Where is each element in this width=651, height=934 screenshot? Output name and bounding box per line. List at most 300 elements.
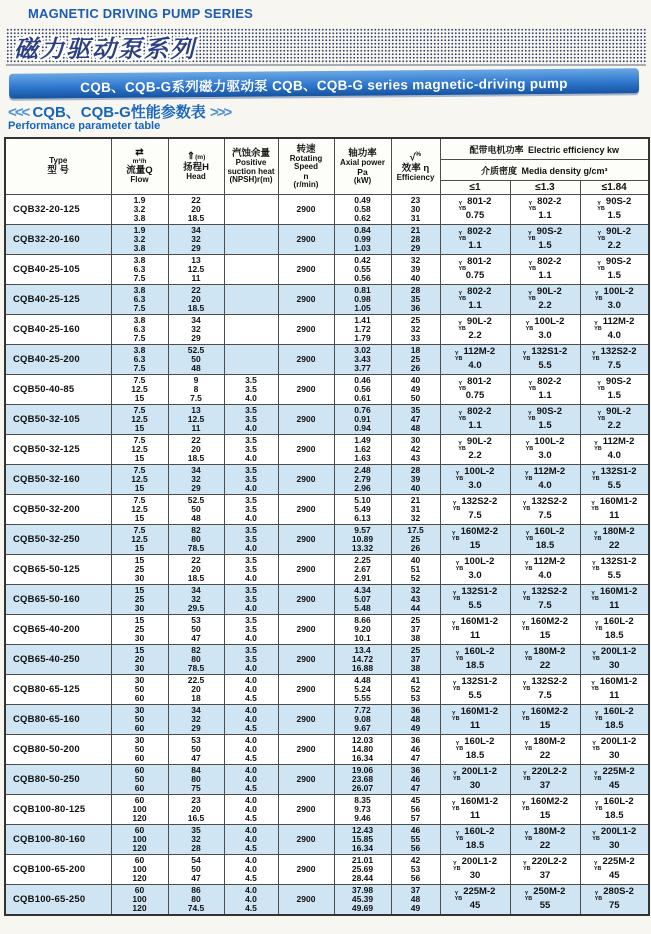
cell-motor: Y YB 220L2-2 37	[510, 855, 580, 885]
pump-row	[5, 675, 649, 705]
col-header-type	[5, 138, 111, 195]
cell-npsh: 3.5 3.5 4.0	[224, 615, 278, 645]
cell-motor: Y YB 132S1-2 5.5	[580, 465, 649, 495]
cell-motor: Y YB 802-2 1.1	[440, 285, 510, 315]
pump-row	[5, 825, 649, 855]
cell-eff: 25 37 38	[391, 615, 440, 645]
pump-row	[5, 525, 649, 555]
cell-speed: 2900	[278, 435, 334, 465]
cell-speed: 2900	[278, 375, 334, 405]
cell-eff: 28 39 40	[391, 465, 440, 495]
motor-prefix: Y YB	[591, 681, 599, 693]
cell-eff: 21 28 29	[391, 225, 440, 255]
pump-row	[5, 735, 649, 765]
pump-row	[5, 765, 649, 795]
motor-prefix: Y YB	[522, 501, 531, 513]
pump-row	[5, 345, 649, 375]
cell-power: 21.01 25.69 28.44	[334, 855, 391, 885]
cell-flow: 15 25 30	[111, 555, 168, 585]
cell-head: 35 32 28	[168, 825, 224, 855]
pump-type: CQB80-50-200	[5, 735, 111, 765]
pump-table-body	[5, 195, 649, 916]
efficiency-label-zh: 效率 η	[401, 163, 430, 175]
density-label-en: Media density g/cm³	[521, 166, 608, 176]
flow-unit: m³/h	[132, 158, 147, 166]
cell-motor: Y YB 160L-2 18.5	[580, 705, 649, 735]
motor-prefix: Y YB	[597, 411, 606, 423]
pump-type: CQB50-32-250	[5, 525, 111, 555]
pump-type: CQB40-25-125	[5, 285, 111, 315]
cell-eff: 36 46 47	[391, 735, 440, 765]
motor-prefix: Y YB	[458, 441, 466, 453]
cell-npsh: 3.5 3.5 4.0	[224, 555, 278, 585]
chevrons-right-icon: >>>	[209, 104, 231, 121]
motor-prefix: Y YB	[455, 741, 464, 753]
cell-speed: 2900	[278, 705, 334, 735]
cell-head: 22 20 18.5	[168, 555, 224, 585]
cell-power: 8.66 9.20 10.1	[334, 615, 391, 645]
power-label-zh: 轴功率	[348, 147, 377, 159]
cell-npsh	[224, 345, 278, 375]
motor-prefix: Y YB	[594, 891, 603, 903]
cell-motor: Y YB 200L1-2 30	[440, 765, 510, 795]
cell-eff: 21 31 32	[391, 495, 440, 525]
density-label-zh: 介质密度	[481, 166, 518, 176]
cell-flow: 60 100 120	[111, 825, 168, 855]
cell-npsh: 4.0 4.0 4.5	[224, 705, 278, 735]
motor-prefix: Y YB	[452, 771, 461, 783]
cell-motor: Y YB 112M-2 4.0	[510, 555, 580, 585]
cell-eff: 36 46 47	[391, 765, 440, 795]
cell-flow: 30 50 60	[111, 705, 168, 735]
cell-head: 34 32 29.5	[168, 585, 224, 615]
cell-flow: 15 20 30	[111, 645, 168, 675]
cell-flow: 7.5 12.5 15	[111, 525, 168, 555]
col-header-power	[334, 138, 391, 195]
cell-power: 0.84 0.99 1.03	[334, 225, 391, 255]
cell-eff: 23 30 31	[391, 195, 440, 225]
head-unit: (m)	[195, 153, 206, 161]
cell-eff: 30 42 43	[391, 435, 440, 465]
motor-prefix: Y YB	[593, 531, 602, 543]
cell-flow: 60 100 120	[111, 885, 168, 916]
cell-motor: Y YB 160M1-2 11	[580, 585, 649, 615]
col-header-npsh	[224, 138, 278, 195]
motor-prefix: Y YB	[525, 531, 534, 543]
cell-flow: 30 50 60	[111, 735, 168, 765]
cell-motor: Y YB 132S1-2 5.5	[510, 345, 580, 375]
series-title-zh: 磁力驱动泵系列	[14, 35, 196, 63]
cell-power: 8.35 9.73 9.46	[334, 795, 391, 825]
cell-motor: Y YB 90S-2 1.5	[510, 405, 580, 435]
pump-type: CQB80-65-125	[5, 675, 111, 705]
cell-motor: Y YB 801-2 0.75	[440, 195, 510, 225]
cell-flow: 30 50 60	[111, 675, 168, 705]
pump-type: CQB40-25-105	[5, 255, 111, 285]
motor-prefix: Y YB	[528, 381, 537, 393]
cell-motor: Y YB 100L-2 3.0	[510, 315, 580, 345]
cell-power: 37.98 45.39 49.69	[334, 885, 391, 916]
motor-prefix: Y YB	[591, 501, 599, 513]
cell-head: 34 32 29	[168, 315, 224, 345]
motor-prefix: Y YB	[591, 351, 600, 363]
cell-head: 22 20 18.5	[168, 195, 224, 225]
pump-row	[5, 255, 649, 285]
cell-head: 52.5 50 48	[168, 495, 224, 525]
cell-head: 82 80 78.5	[168, 645, 224, 675]
cell-npsh: 3.5 3.5 4.0	[224, 465, 278, 495]
motor-prefix: Y YB	[521, 801, 530, 813]
cell-npsh: 4.0 4.0 4.5	[224, 825, 278, 855]
motor-prefix: Y YB	[522, 351, 531, 363]
pump-row	[5, 435, 649, 465]
motor-prefix: Y YB	[592, 831, 600, 843]
pump-type: CQB65-50-125	[5, 555, 111, 585]
motor-prefix: Y YB	[455, 831, 464, 843]
cell-head: 84 80 75	[168, 765, 224, 795]
cell-motor: Y YB 160L-2 18.5	[580, 795, 649, 825]
cell-motor: Y YB 280S-2 75	[580, 885, 649, 916]
cell-power: 7.72 9.08 9.67	[334, 705, 391, 735]
motor-prefix: Y YB	[524, 831, 533, 843]
power-label-en: Axial power	[340, 157, 385, 167]
cell-motor: Y YB 90L-2 2.2	[510, 285, 580, 315]
col-header-flow	[111, 138, 168, 195]
cell-eff: 35 47 48	[391, 405, 440, 435]
cell-head: 9 8 7.5	[168, 375, 224, 405]
chevrons-left-icon: <<<	[8, 104, 29, 121]
motor-prefix: Y YB	[528, 411, 536, 423]
pump-type: CQB32-20-160	[5, 225, 111, 255]
cell-motor: Y YB 112M-2 4.0	[580, 435, 649, 465]
motor-prefix: Y YB	[458, 381, 467, 393]
cell-speed: 2900	[278, 885, 334, 916]
cell-npsh: 3.5 3.5 4.0	[224, 525, 278, 555]
cell-npsh: 4.0 4.0 4.5	[224, 855, 278, 885]
cell-head: 54 50 47	[168, 855, 224, 885]
cell-motor: Y YB 160M1-2 11	[580, 495, 649, 525]
cell-motor: Y YB 90L-2 2.2	[580, 405, 649, 435]
banner-text: CQB、CQB-G系列磁力驱动泵 CQB、CQB-G series magnetic-driving pump	[80, 75, 568, 95]
motor-prefix: Y YB	[594, 291, 603, 303]
cell-motor: Y YB 160M2-2 15	[440, 525, 510, 555]
cell-power: 4.34 5.07 5.48	[334, 585, 391, 615]
motor-prefix: Y YB	[451, 711, 460, 723]
cell-speed: 2900	[278, 195, 334, 225]
cell-eff: 32 39 40	[391, 255, 440, 285]
cell-power: 5.10 5.49 6.13	[334, 495, 391, 525]
cell-motor: Y YB 160M2-2 15	[510, 615, 580, 645]
cell-flow: 1.9 3.2 3.8	[111, 225, 168, 255]
cell-speed: 2900	[278, 285, 334, 315]
performance-table	[4, 137, 650, 916]
cell-motor: Y YB 160L-2 18.5	[510, 525, 580, 555]
pump-row	[5, 195, 649, 225]
cell-speed: 2900	[278, 465, 334, 495]
pump-type: CQB50-40-85	[5, 375, 111, 405]
pump-row	[5, 645, 649, 675]
cell-motor: Y YB 90S-2 1.5	[580, 255, 649, 285]
motor-prefix: Y YB	[592, 741, 600, 753]
motor-prefix: Y YB	[451, 801, 460, 813]
col-header-motor-group	[440, 138, 649, 160]
head-label-en: Head	[186, 171, 206, 181]
cell-power: 0.49 0.58 0.62	[334, 195, 391, 225]
cell-motor: Y YB 180M-2 22	[510, 825, 580, 855]
cell-motor: Y YB 160L-2 18.5	[580, 615, 649, 645]
motor-prefix: Y YB	[528, 291, 536, 303]
motor-prefix: Y YB	[593, 861, 602, 873]
cell-power: 3.02 3.43 3.77	[334, 345, 391, 375]
cell-head: 53 50 47	[168, 615, 224, 645]
cell-head: 22 20 18.5	[168, 435, 224, 465]
cell-head: 82 80 78.5	[168, 525, 224, 555]
efficiency-icon: √	[409, 152, 416, 164]
cell-motor: Y YB 225M-2 45	[580, 765, 649, 795]
motor-prefix: Y YB	[452, 861, 461, 873]
cell-power: 12.43 15.85 16.34	[334, 825, 391, 855]
cell-flow: 7.5 12.5 15	[111, 465, 168, 495]
cell-motor: Y YB 132S2-2 7.5	[510, 495, 580, 525]
cell-head: 53 50 47	[168, 735, 224, 765]
cell-motor: Y YB 112M-2 4.0	[440, 345, 510, 375]
cell-motor: Y YB 802-2 1.1	[510, 255, 580, 285]
cell-motor: Y YB 132S2-2 7.5	[510, 675, 580, 705]
cell-speed: 2900	[278, 525, 334, 555]
cell-speed: 2900	[278, 825, 334, 855]
cell-eff: 25 37 38	[391, 645, 440, 675]
cell-npsh: 3.5 3.5 4.0	[224, 585, 278, 615]
cell-power: 0.81 0.98 1.05	[334, 285, 391, 315]
pump-type: CQB40-25-200	[5, 345, 111, 375]
cell-motor: Y YB 180M-2 22	[580, 525, 649, 555]
motor-prefix: Y YB	[458, 291, 467, 303]
pump-type: CQB50-32-160	[5, 465, 111, 495]
cell-flow: 60 50 60	[111, 765, 168, 795]
cell-power: 19.06 23.68 26.07	[334, 765, 391, 795]
cell-eff: 45 56 57	[391, 795, 440, 825]
pump-row	[5, 555, 649, 585]
motor-prefix: Y YB	[451, 531, 460, 543]
motor-prefix: Y YB	[524, 651, 533, 663]
motor-prefix: Y YB	[528, 201, 537, 213]
motor-prefix: Y YB	[451, 621, 460, 633]
pump-row	[5, 885, 649, 916]
cell-motor: Y YB 100L-2 3.0	[510, 435, 580, 465]
npsh-label-en: Positive suction heat	[227, 158, 275, 176]
cell-speed: 2900	[278, 645, 334, 675]
cell-npsh	[224, 225, 278, 255]
section-title-text: CQB、CQB-G性能参数表	[32, 104, 206, 121]
speed-label-en: Rotating Speed	[289, 153, 323, 172]
cell-speed: 2900	[278, 555, 334, 585]
cell-motor: Y YB 801-2 0.75	[440, 255, 510, 285]
cell-speed: 2900	[278, 225, 334, 255]
cell-npsh	[224, 285, 278, 315]
motor-prefix: Y YB	[528, 231, 536, 243]
motor-prefix: Y YB	[593, 771, 602, 783]
motor-prefix: Y YB	[524, 891, 533, 903]
cell-motor: Y YB 90S-2 1.5	[510, 225, 580, 255]
cell-flow: 7.5 12.5 15	[111, 375, 168, 405]
cell-flow: 60 100 120	[111, 855, 168, 885]
motor-prefix: Y YB	[591, 561, 600, 573]
cell-eff: 36 48 49	[391, 705, 440, 735]
motor-prefix: Y YB	[452, 681, 461, 693]
motor-prefix: Y YB	[455, 651, 464, 663]
cell-motor: Y YB 801-2 0.75	[440, 375, 510, 405]
pump-type: CQB65-40-200	[5, 615, 111, 645]
motor-prefix: Y YB	[591, 591, 599, 603]
cell-speed: 2900	[278, 675, 334, 705]
motor-prefix: Y YB	[458, 411, 467, 423]
section-subtitle: Performance parameter table	[8, 120, 161, 132]
pump-row	[5, 315, 649, 345]
motor-prefix: Y YB	[458, 261, 467, 273]
head-label-zh: 扬程H	[183, 161, 209, 173]
cell-head: 34 32 29	[168, 225, 224, 255]
cell-motor: Y YB 200L1-2 30	[580, 645, 649, 675]
cell-npsh: 3.5 3.5 4.0	[224, 645, 278, 675]
cell-motor: Y YB 802-2 1.1	[510, 375, 580, 405]
motor-prefix: Y YB	[522, 591, 531, 603]
cell-npsh: 4.0 4.0 4.5	[224, 795, 278, 825]
motor-group-label-zh: 配带电机功率	[469, 145, 524, 155]
cell-motor: Y YB 90S-2 1.5	[580, 195, 649, 225]
cell-motor: Y YB 100L-2 3.0	[440, 555, 510, 585]
cell-motor: Y YB 225M-2 45	[580, 855, 649, 885]
flow-label-zh: 流量Q	[126, 165, 153, 177]
cell-motor: Y YB 90L-2 2.2	[440, 315, 510, 345]
cell-speed: 2900	[278, 345, 334, 375]
motor-prefix: Y YB	[597, 231, 606, 243]
cell-head: 34 32 29	[168, 465, 224, 495]
pump-row	[5, 615, 649, 645]
motor-prefix: Y YB	[521, 711, 530, 723]
cell-speed: 2900	[278, 405, 334, 435]
cell-motor: Y YB 220L2-2 37	[510, 765, 580, 795]
pump-row	[5, 465, 649, 495]
pump-type: CQB65-50-160	[5, 585, 111, 615]
cell-motor: Y YB 180M-2 22	[510, 645, 580, 675]
motor-prefix: Y YB	[591, 471, 600, 483]
cell-motor: Y YB 132S2-2 7.5	[510, 585, 580, 615]
cell-motor: Y YB 132S1-2 5.5	[440, 675, 510, 705]
cell-eff: 25 32 33	[391, 315, 440, 345]
motor-prefix: Y YB	[524, 741, 533, 753]
motor-prefix: Y YB	[454, 351, 463, 363]
pump-type: CQB100-80-125	[5, 795, 111, 825]
cell-motor: Y YB 112M-2 4.0	[580, 315, 649, 345]
flow-icon: ⇄	[135, 147, 144, 159]
speed-symbol: n	[303, 170, 309, 181]
cell-flow: 7.5 12.5 15	[111, 435, 168, 465]
cell-motor: Y YB 90S-2 1.5	[580, 375, 649, 405]
cell-motor: Y YB 160L-2 18.5	[440, 825, 510, 855]
power-symbol: Pa	[357, 166, 368, 177]
density-col-1: ≤1	[440, 181, 510, 195]
cell-power: 2.25 2.67 2.91	[334, 555, 391, 585]
cell-motor: Y YB 200L1-2 30	[440, 855, 510, 885]
pump-type: CQB50-32-125	[5, 435, 111, 465]
cell-npsh: 3.5 3.5 4.0	[224, 495, 278, 525]
motor-prefix: Y YB	[594, 711, 603, 723]
cell-power: 1.41 1.72 1.79	[334, 315, 391, 345]
pump-row	[5, 285, 649, 315]
cell-motor: Y YB 802-2 1.1	[440, 225, 510, 255]
speed-unit: (r/min)	[293, 179, 319, 189]
motor-prefix: Y YB	[597, 261, 605, 273]
series-title-en: MAGNETIC DRIVING PUMP SERIES	[28, 6, 253, 21]
motor-prefix: Y YB	[525, 441, 534, 453]
motor-prefix: Y YB	[525, 321, 534, 333]
cell-eff: 40 49 50	[391, 375, 440, 405]
cell-motor: Y YB 160L-2 18.5	[440, 645, 510, 675]
motor-prefix: Y YB	[452, 591, 461, 603]
pump-type: CQB40-25-160	[5, 315, 111, 345]
cell-motor: Y YB 802-2 1.1	[440, 405, 510, 435]
cell-head: 34 32 29	[168, 705, 224, 735]
cell-head: 13 12.5 11	[168, 405, 224, 435]
cell-power: 0.46 0.56 0.61	[334, 375, 391, 405]
pump-type: CQB100-65-250	[5, 885, 111, 916]
series-banner	[9, 68, 639, 98]
cell-eff: 37 48 49	[391, 885, 440, 916]
motor-prefix: Y YB	[455, 561, 464, 573]
npsh-unit: (NPSH)r(m)	[229, 175, 273, 185]
motor-prefix: Y YB	[594, 801, 603, 813]
pump-row	[5, 855, 649, 885]
motor-group-label-en: Electric efficiency kw	[527, 145, 620, 155]
pump-row	[5, 405, 649, 435]
cell-motor: Y YB 132S1-2 5.5	[580, 555, 649, 585]
cell-power: 0.76 0.91 0.94	[334, 405, 391, 435]
motor-prefix: Y YB	[597, 381, 605, 393]
cell-motor: Y YB 250M-2 55	[510, 885, 580, 916]
head-icon: ⇑	[186, 150, 196, 162]
motor-prefix: Y YB	[458, 321, 466, 333]
cell-motor: Y YB 160M1-2 11	[440, 795, 510, 825]
pump-type: CQB65-40-250	[5, 645, 111, 675]
motor-prefix: Y YB	[524, 471, 533, 483]
cell-motor: Y YB 160M2-2 15	[510, 705, 580, 735]
pump-type: CQB80-65-160	[5, 705, 111, 735]
power-unit: (kW)	[353, 175, 372, 185]
cell-npsh: 4.0 4.0 4.5	[224, 675, 278, 705]
pump-type: CQB100-80-160	[5, 825, 111, 855]
pump-row	[5, 705, 649, 735]
cell-flow: 3.8 6.3 7.5	[111, 285, 168, 315]
cell-speed: 2900	[278, 255, 334, 285]
motor-prefix: Y YB	[458, 201, 467, 213]
cell-head: 86 80 74.5	[168, 885, 224, 916]
cell-flow: 7.5 12.5 15	[111, 495, 168, 525]
cell-speed: 2900	[278, 765, 334, 795]
cell-speed: 2900	[278, 735, 334, 765]
cell-npsh: 4.0 4.0 4.5	[224, 735, 278, 765]
density-col-3: ≤1.84	[580, 181, 649, 195]
cell-npsh	[224, 315, 278, 345]
cell-npsh	[224, 255, 278, 285]
cell-motor: Y YB 160M1-2 11	[580, 675, 649, 705]
pump-row	[5, 495, 649, 525]
cell-npsh: 4.0 4.0 4.5	[224, 765, 278, 795]
motor-prefix: Y YB	[522, 771, 531, 783]
cell-motor: Y YB 132S2-2 7.5	[580, 345, 649, 375]
cell-speed: 2900	[278, 315, 334, 345]
cell-eff: 18 25 26	[391, 345, 440, 375]
cell-flow: 3.8 6.3 7.5	[111, 345, 168, 375]
